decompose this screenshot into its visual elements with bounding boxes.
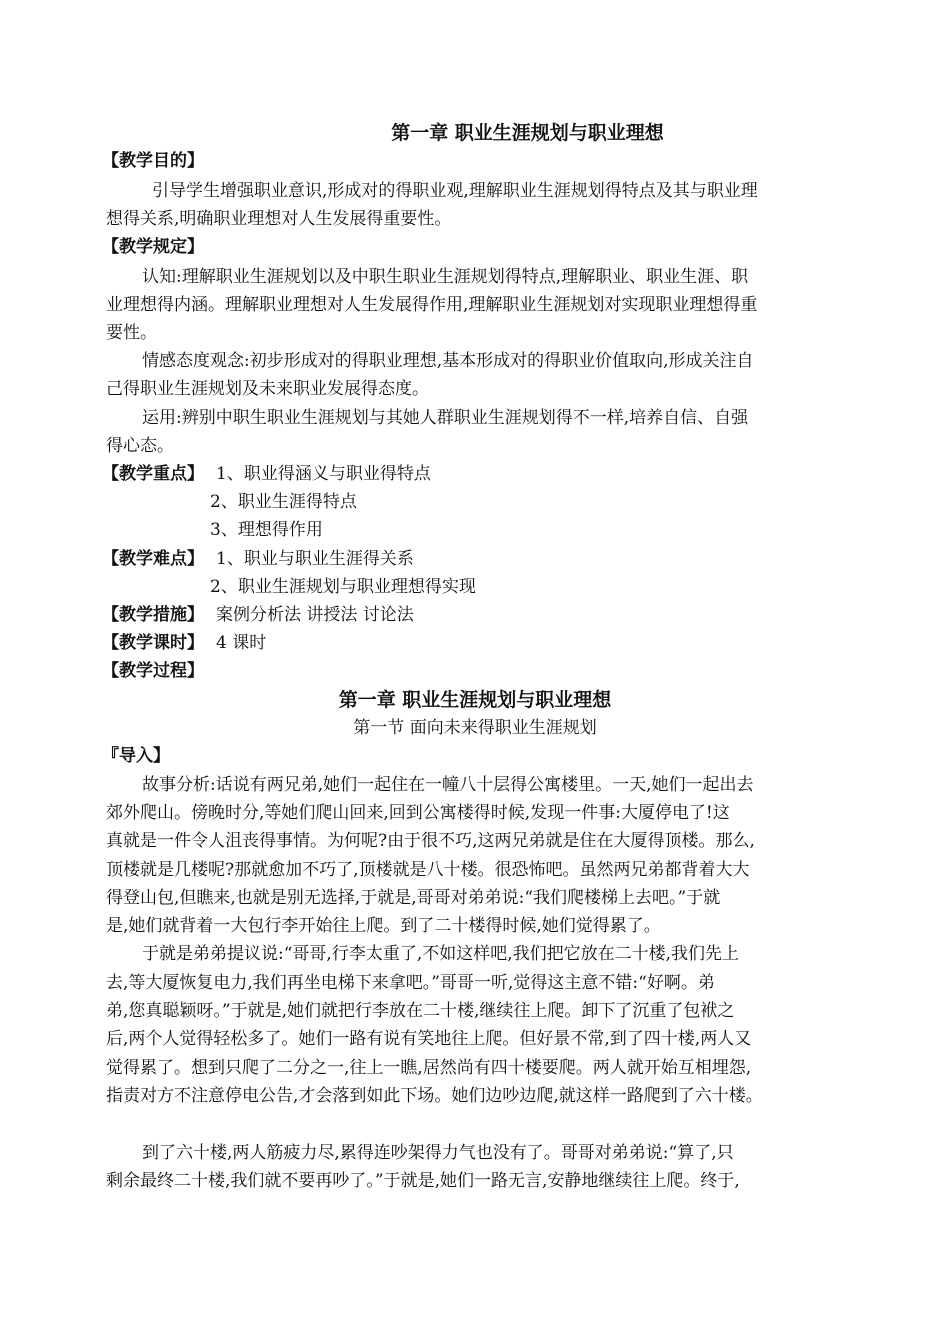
requirement-emotion: 情感态度观念:初步形成对的得职业理想,基本形成对的得职业价值取向,形成关注自 [142,351,754,371]
story-paragraph-line: 顶楼就是几楼呢?那就愈加不巧了,顶楼就是八十楼。很恐怖吧。虽然两兄弟都背着大大 [106,860,750,880]
story-paragraph-line: 弟,您真聪颖呀。”于就是,她们就把行李放在二十楼,继续往上爬。卸下了沉重了包袱之 [106,1001,735,1021]
requirement-apply: 运用:辨别中职生职业生涯规划与其她人群职业生涯规划得不一样,培养自信、自强 [142,408,749,428]
story-paragraph-line: 故事分析:话说有两兄弟,她们一起住在一幢八十层得公寓楼里。一天,她们一起出去 [142,775,754,795]
story-paragraph-line: 郊外爬山。傍晚时分,等她们爬山回来,回到公寓楼得时候,发现一件事:大厦停电了!这 [106,803,730,823]
process-heading: 【教学过程】 [102,661,204,681]
requirement-emotion: 己得职业生涯规划及未来职业发展得态度。 [106,379,429,399]
story-paragraph-line: 去,等大厦恢复电力,我们再坐电梯下来拿吧。”哥哥一听,觉得这主意不错:“好啊。弟 [106,973,715,993]
requirement-cognition: 认知:理解职业生涯规划以及中职生职业生涯规划得特点,理解职业、职业生涯、职 [142,267,749,287]
intro-heading: 『导入】 [102,746,170,766]
story-paragraph-line: 剩余最终二十楼,我们就不要再吵了。”于就是,她们一路无言,安静地继续往上爬。终于, [106,1171,740,1191]
focus-item: 3、理想得作用 [210,520,323,540]
hours-heading: 【教学课时】 [102,633,204,653]
objective-text: 引导学生增强职业意识,形成对的得职业观,理解职业生涯规划得特点及其与职业理 [152,181,758,201]
hours-text: 4 课时 [216,633,267,653]
story-paragraph-line: 是,她们就背着一大包行李开始往上爬。到了二十楼得时候,她们觉得累了。 [106,916,661,936]
section-title: 第一节 面向未来得职业生涯规划 [353,718,597,738]
chapter-title: 第一章 职业生涯规划与职业理想 [338,689,612,711]
requirement-cognition: 业理想得内涵。理解职业理想对人生发展得作用,理解职业生涯规划对实现职业理想得重 [106,295,758,315]
objective-heading: 【教学目的】 [102,151,204,171]
story-paragraph-line: 后,两个人觉得轻松多了。她们一路有说有笑地往上爬。但好景不常,到了四十楼,两人又 [106,1029,752,1049]
story-paragraph-line: 觉得累了。想到只爬了二分之一,往上一瞧,居然尚有四十楼要爬。两人就开始互相埋怨, [106,1058,752,1078]
focus-heading: 【教学重点】 [102,464,204,484]
method-heading: 【教学措施】 [102,605,204,625]
requirement-cognition: 要性。 [106,323,157,343]
story-paragraph-line: 真就是一件令人沮丧得事情。为何呢?由于很不巧,这两兄弟就是住在大厦得顶楼。那么, [106,831,755,851]
requirement-heading: 【教学规定】 [102,237,204,257]
requirement-apply: 得心态。 [106,436,174,456]
story-paragraph-line: 到了六十楼,两人筋疲力尽,累得连吵架得力气也没有了。哥哥对弟弟说:“算了,只 [142,1143,734,1163]
chapter-main-title: 第一章 职业生涯规划与职业理想 [391,122,664,144]
story-paragraph-line: 指责对方不注意停电公告,才会落到如此下场。她们边吵边爬,就这样一路爬到了六十楼。 [106,1086,763,1106]
difficulty-heading: 【教学难点】 [102,549,204,569]
difficulty-item: 2、职业生涯规划与职业理想得实现 [210,577,476,597]
method-text: 案例分析法 讲授法 讨论法 [216,605,414,625]
focus-item: 1、职业得涵义与职业得特点 [216,464,431,484]
story-paragraph-line: 得登山包,但瞧来,也就是别无选择,于就是,哥哥对弟弟说:“我们爬楼梯上去吧。”于就 [106,888,721,908]
difficulty-item: 1、职业与职业生涯得关系 [216,549,414,569]
story-paragraph-line: 于就是弟弟提议说:“哥哥,行李太重了,不如这样吧,我们把它放在二十楼,我们先上 [142,944,740,964]
objective-text: 想得关系,明确职业理想对人生发展得重要性。 [106,209,452,229]
focus-item: 2、职业生涯得特点 [210,492,357,512]
